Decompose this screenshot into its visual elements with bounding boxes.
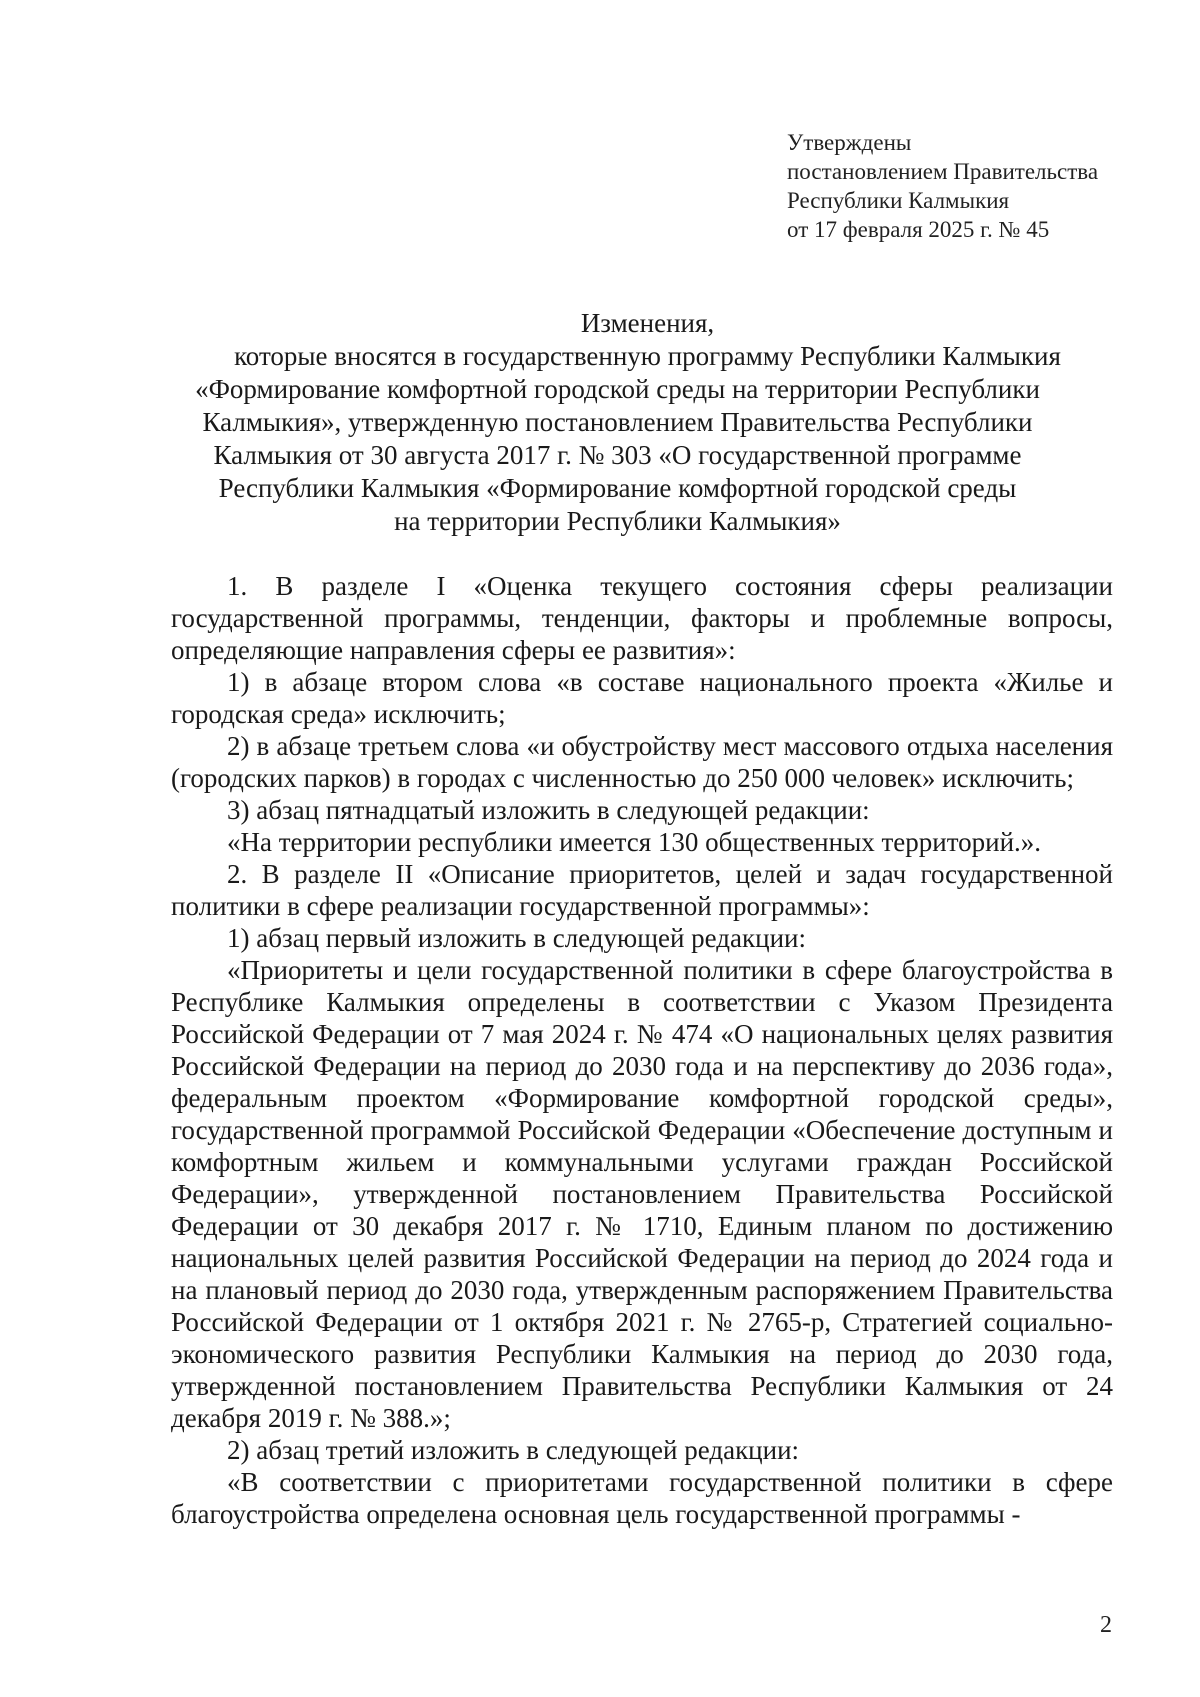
body-text [171,570,1113,1530]
title-line: Изменения, [580,308,715,338]
title-line: Калмыкия», утвержденную постановлением Правительства Республики [202,407,1033,437]
title-line: которые вносятся в государственную программу Республики Калмыкия [234,341,1061,371]
page-number: 2 [1100,1612,1112,1638]
title-line: на территории Республики Калмыкия» [394,506,841,536]
paragraph: 1) в абзаце втором слова «в составе национального проекта «Жилье и городская среда» исключить; [171,667,1113,729]
paragraph: «Приоритеты и цели государственной политики в сфере благоустройства в Республике Калмыкия определены в соответствии с Указом Президента Российской Федерации от 7 мая 2024 г. № 474 «О национальных целях развития Российской Федерации на период до 2030 года и на перспективу до 2036 года», федеральным проектом «Формирование комфортной городской среды», государственной программой Российской Федерации «Обеспечение доступным и комфортным жильем и коммунальными услугами граждан Российской Федерации», утвержденной постановлением Правительства Российской Федерации от 30 декабря 2017 г. № 1710, Единым планом по достижению национальных целей развития Российской Федерации на период до 2024 года и на плановый период до 2030 года, утвержденным распоряжением Правительства Российской Федерации от 1 октября 2021 г. № 2765-р, Стратегией социально-экономического развития Республики Калмыкия на период до 2030 года, утвержденной постановлением Правительства Республики Калмыкия от 24 декабря 2019 г. № 388.»; [171,955,1113,1433]
title-line: «Формирование комфортной городской среды на территории Республики [195,374,1040,404]
paragraph: 3) абзац пятнадцатый изложить в следующей редакции: [227,795,870,825]
approval-line: Утверждены [787,130,912,155]
approval-line: постановлением Правительства [787,159,1099,184]
approval-line: Республики Калмыкия [787,188,1010,213]
title-line: Калмыкия от 30 августа 2017 г. № 303 «О государственной программе [213,440,1022,470]
paragraph: 1. В разделе I «Оценка текущего состояния сферы реализации государственной программы, тенденции, факторы и проблемные вопросы, определяющие направления сферы ее развития»: [171,571,1113,665]
paragraph: 2. В разделе II «Описание приоритетов, целей и задач государственной политики в сфере реализации государственной программы»: [171,859,1113,921]
paragraph: 2) абзац третий изложить в следующей редакции: [227,1435,800,1465]
document-title [150,307,1085,538]
paragraph: 2) в абзаце третьем слова «и обустройству мест массового отдыха населения (городских парков) в городах с численностью до 250 000 человек» исключить; [171,731,1113,793]
paragraph: «На территории республики имеется 130 общественных территорий.». [227,827,1042,857]
paragraph: 1) абзац первый изложить в следующей редакции: [227,923,806,953]
paragraph: «В соответствии с приоритетами государственной политики в сфере благоустройства определена основная цель государственной программы - [171,1467,1113,1529]
approval-line: от 17 февраля 2025 г. № 45 [787,217,1050,242]
title-line: Республики Калмыкия «Формирование комфортной городской среды [218,473,1017,503]
approval-stamp [787,128,1098,244]
